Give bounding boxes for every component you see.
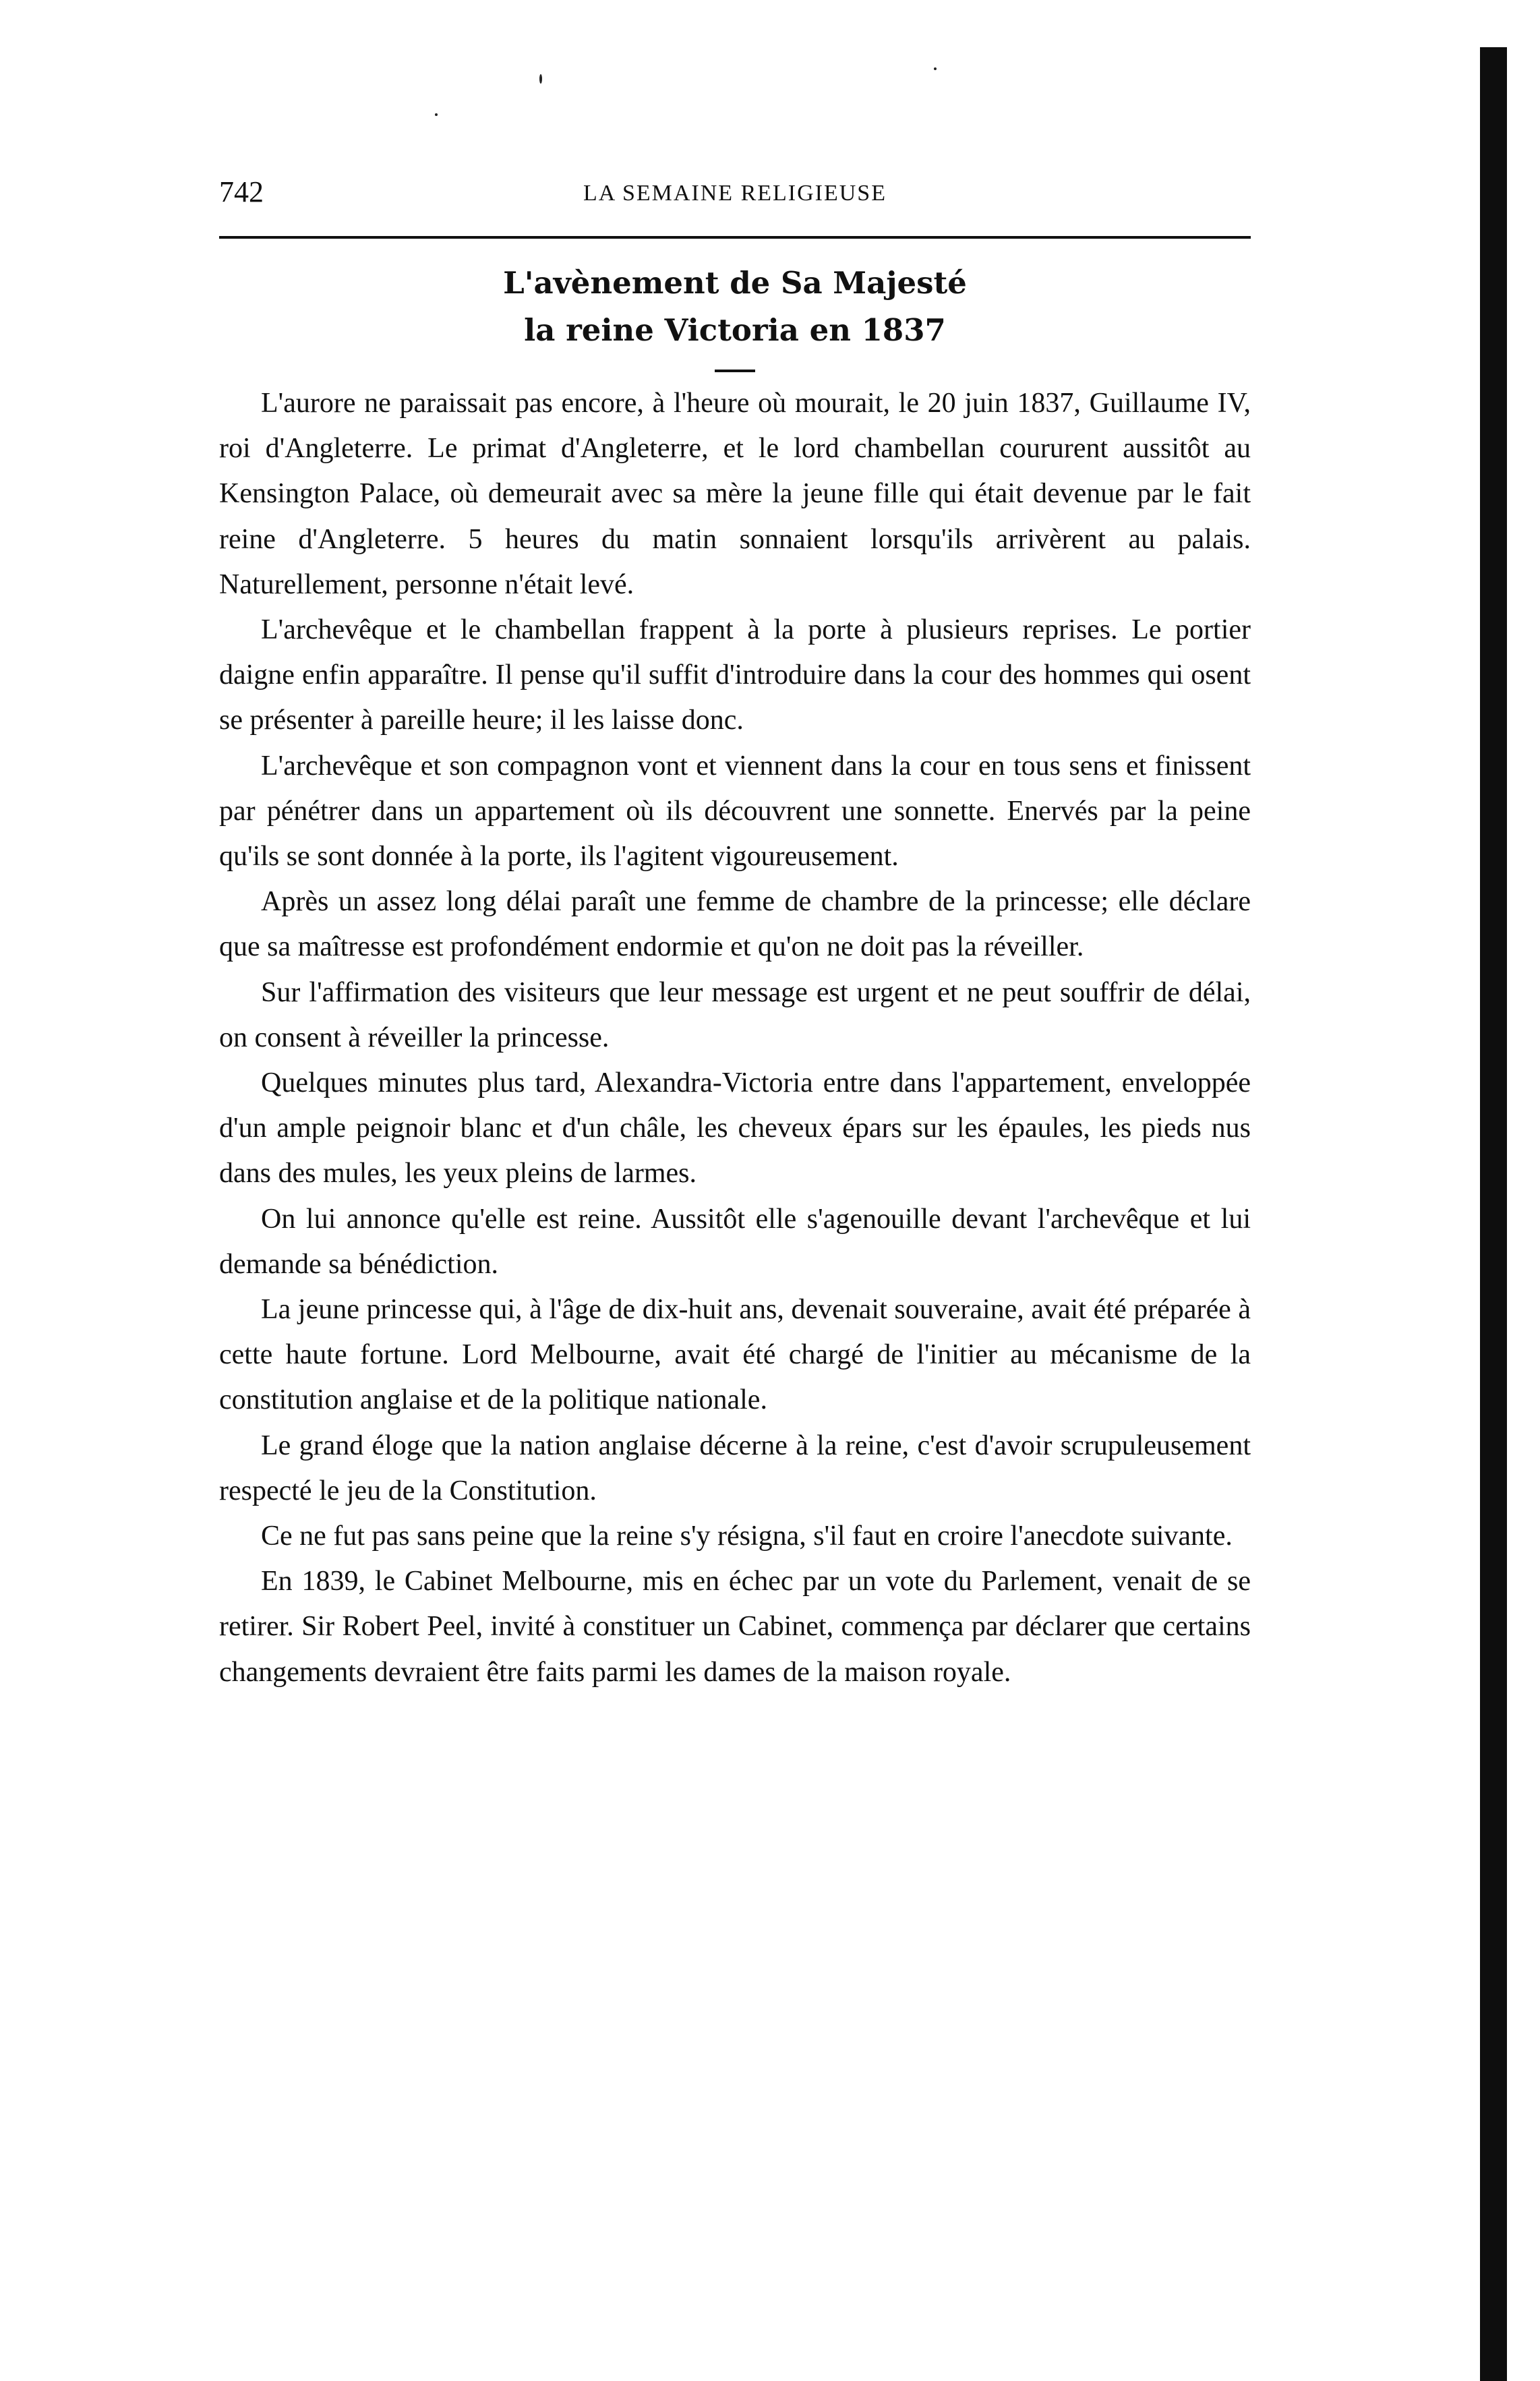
page-number: 742 (219, 175, 264, 208)
paragraph-3: L'archevêque et son compagnon vont et viennent dans la cour en tous sens et finissent par pénétrer dans un appartement où ils découvrent une sonnette. Enervés par la peine qu'ils se sont donnée à la porte, ils l'agitent vigoureusement. (219, 750, 1251, 873)
print-speck (934, 67, 937, 70)
binding-edge (1480, 47, 1507, 2381)
paragraph-9: Le grand éloge que la nation anglaise décerne à la reine, c'est d'avoir scrupuleusement respecté le jeu de la Constitution. (219, 1430, 1251, 1506)
paragraph-4: Après un assez long délai paraît une femme de chambre de la princesse; elle déclare que sa maîtresse est profondément endormie et qu'on ne doit pas la réveiller. (219, 886, 1251, 963)
paragraph-2: L'archevêque et le chambellan frappent à la porte à plusieurs reprises. Le portier daigne enfin apparaître. Il pense qu'il suffit d'introduire dans la cour des hommes qui osent se présenter à pareille heure; il les laisse donc. (219, 614, 1251, 736)
paragraph-5: Sur l'affirmation des visiteurs que leur message est urgent et ne peut souffrir de délai, on consent à réveiller la princesse. (219, 976, 1251, 1053)
paragraph-10: Ce ne fut pas sans peine que la reine s'y résigna, s'il faut en croire l'anecdote suivante. (261, 1521, 1233, 1552)
header-rule (219, 236, 1251, 239)
paragraph-6: Quelques minutes plus tard, Alexandra-Victoria entre dans l'appartement, enveloppée d'un ample peignoir blanc et d'un châle, les cheveux épars sur les épaules, les pieds nus dans des mules, les yeux pleins de larmes. (219, 1067, 1251, 1189)
article-title (219, 260, 1251, 354)
article-title-line-1: L'avènement de Sa Majesté (503, 265, 967, 301)
print-speck (435, 113, 438, 116)
paragraph-8: La jeune princesse qui, à l'âge de dix-huit ans, devenait souveraine, avait été préparée à cette haute fortune. Lord Melbourne, avait été chargé de l'initier au mécanisme de la constitution anglaise et de la politique nationale. (219, 1294, 1251, 1416)
running-title: LA SEMAINE RELIGIEUSE (583, 181, 887, 206)
running-head (219, 172, 1251, 219)
article-body (219, 381, 1251, 1695)
title-separator (715, 370, 755, 372)
paragraph-1: L'aurore ne paraissait pas encore, à l'heure où mourait, le 20 juin 1837, Guillaume IV, roi d'Angleterre. Le primat d'Angleterre, et le lord chambellan coururent aussitôt au Kensington Palace, où demeurait avec sa mère la jeune fille qui était devenue par le fait reine d'Angleterre. 5 heures du matin sonnaient lorsqu'ils arrivèrent au palais. Naturellement, personne n'était levé. (219, 388, 1251, 600)
paragraph-11: En 1839, le Cabinet Melbourne, mis en échec par un vote du Parlement, venait de se retirer. Sir Robert Peel, invité à constituer un Cabinet, commença par déclarer que certains changements devraient être faits parmi les dames de la maison royale. (219, 1566, 1251, 1688)
paragraph-7: On lui annonce qu'elle est reine. Aussitôt elle s'agenouille devant l'archevêque et lui demande sa bénédiction. (219, 1203, 1251, 1280)
article-title-line-2: la reine Victoria en 1837 (524, 312, 946, 348)
print-speck (539, 74, 542, 84)
